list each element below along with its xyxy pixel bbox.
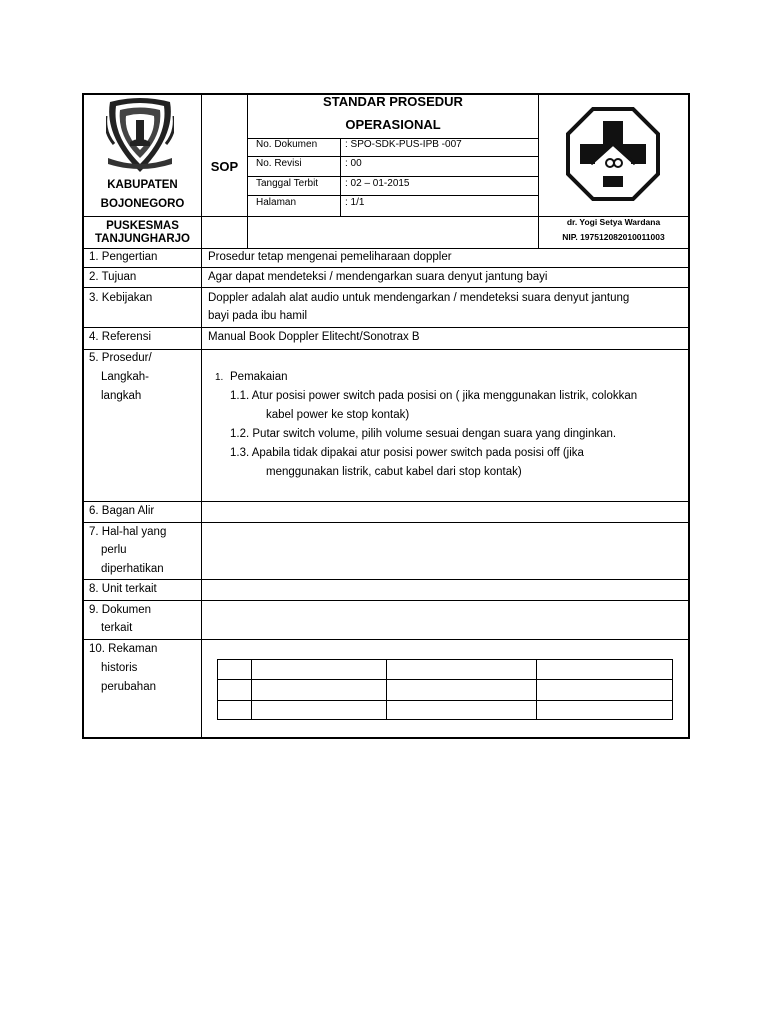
referensi-label: 4. Referensi [89, 331, 152, 343]
meta-value-tanggal: : 02 – 01-2015 [345, 178, 410, 189]
rekaman-label-line2: historis [101, 662, 138, 674]
dokumen-terkait-label-line2: terkait [101, 622, 133, 634]
meta-label-dokumen: No. Dokumen [256, 139, 318, 150]
region-line2: BOJONEGORO [100, 198, 185, 210]
hal-hal-label-line1: 7. Hal-hal yang [89, 526, 167, 538]
prosedur-label-line1: 5. Prosedur/ [89, 352, 152, 364]
prosedur-step1-line1: 1.1. Atur posisi power switch pada posisi on ( jika menggunakan listrik, colokkan [230, 390, 638, 402]
kebijakan-content-line1: Doppler adalah alat audio untuk mendengarkan / mendeteksi suara denyut jantung [208, 292, 630, 304]
pengertian-label: 1. Pengertian [89, 251, 158, 263]
bagan-alir-label: 6. Bagan Alir [89, 505, 155, 517]
prosedur-step2: 1.2. Putar switch volume, pilih volume sesuai dengan suara yang dinginkan. [230, 428, 617, 440]
logo-puskesmas-icon [565, 106, 661, 202]
sop-label: SOP [210, 159, 239, 174]
unit-terkait-label: 8. Unit terkait [89, 583, 157, 595]
prosedur-label-line2: Langkah- [101, 371, 149, 383]
meta-value-dokumen: : SPO-SDK-PUS-IPB -007 [345, 139, 462, 150]
tujuan-content: Agar dapat mendeteksi / mendengarkan suara denyut jantung bayi [208, 271, 548, 283]
signer-name: dr. Yogi Setya Wardana [566, 217, 661, 227]
prosedur-label-line3: langkah [101, 390, 142, 402]
signer-nip: NIP. 197512082010011003 [562, 232, 665, 242]
hal-hal-label-line3: diperhatikan [101, 563, 164, 575]
tujuan-label: 2. Tujuan [89, 271, 137, 283]
prosedur-step3-line1: 1.3. Apabila tidak dipakai atur posisi power switch pada posisi off (jika [230, 447, 584, 459]
puskesmas-line1: PUSKESMAS [106, 220, 179, 232]
kebijakan-content-line2: bayi pada ibu hamil [208, 310, 308, 322]
prosedur-step1-line2: kabel power ke stop kontak) [266, 409, 410, 421]
prosedur-step3-line2: menggunakan listrik, cabut kabel dari stop kontak) [266, 466, 522, 478]
meta-label-revisi: No. Revisi [256, 158, 302, 169]
rekaman-label-line1: 10. Rekaman [89, 643, 158, 655]
prosedur-heading-number: 1. [215, 372, 224, 383]
dokumen-terkait-label-line1: 9. Dokumen [89, 604, 152, 616]
puskesmas-line2: TANJUNGHARJO [95, 233, 190, 245]
meta-value-halaman: : 1/1 [345, 197, 365, 208]
kebijakan-label: 3. Kebijakan [89, 292, 153, 304]
meta-label-halaman: Halaman [256, 197, 297, 208]
pengertian-content: Prosedur tetap mengenai pemeliharaan doppler [208, 251, 452, 263]
logo-bojonegoro-icon [106, 96, 174, 174]
hal-hal-label-line2: perlu [101, 544, 127, 556]
referensi-content: Manual Book Doppler Elitecht/Sonotrax B [208, 331, 420, 343]
title-line1: STANDAR PROSEDUR [323, 94, 463, 109]
meta-label-tanggal: Tanggal Terbit [256, 178, 319, 189]
title-line2: OPERASIONAL [345, 117, 441, 132]
meta-value-revisi: : 00 [345, 158, 362, 169]
rekaman-label-line3: perubahan [101, 681, 156, 693]
region-line1: KABUPATEN [107, 179, 178, 191]
prosedur-heading: Pemakaian [230, 371, 288, 383]
